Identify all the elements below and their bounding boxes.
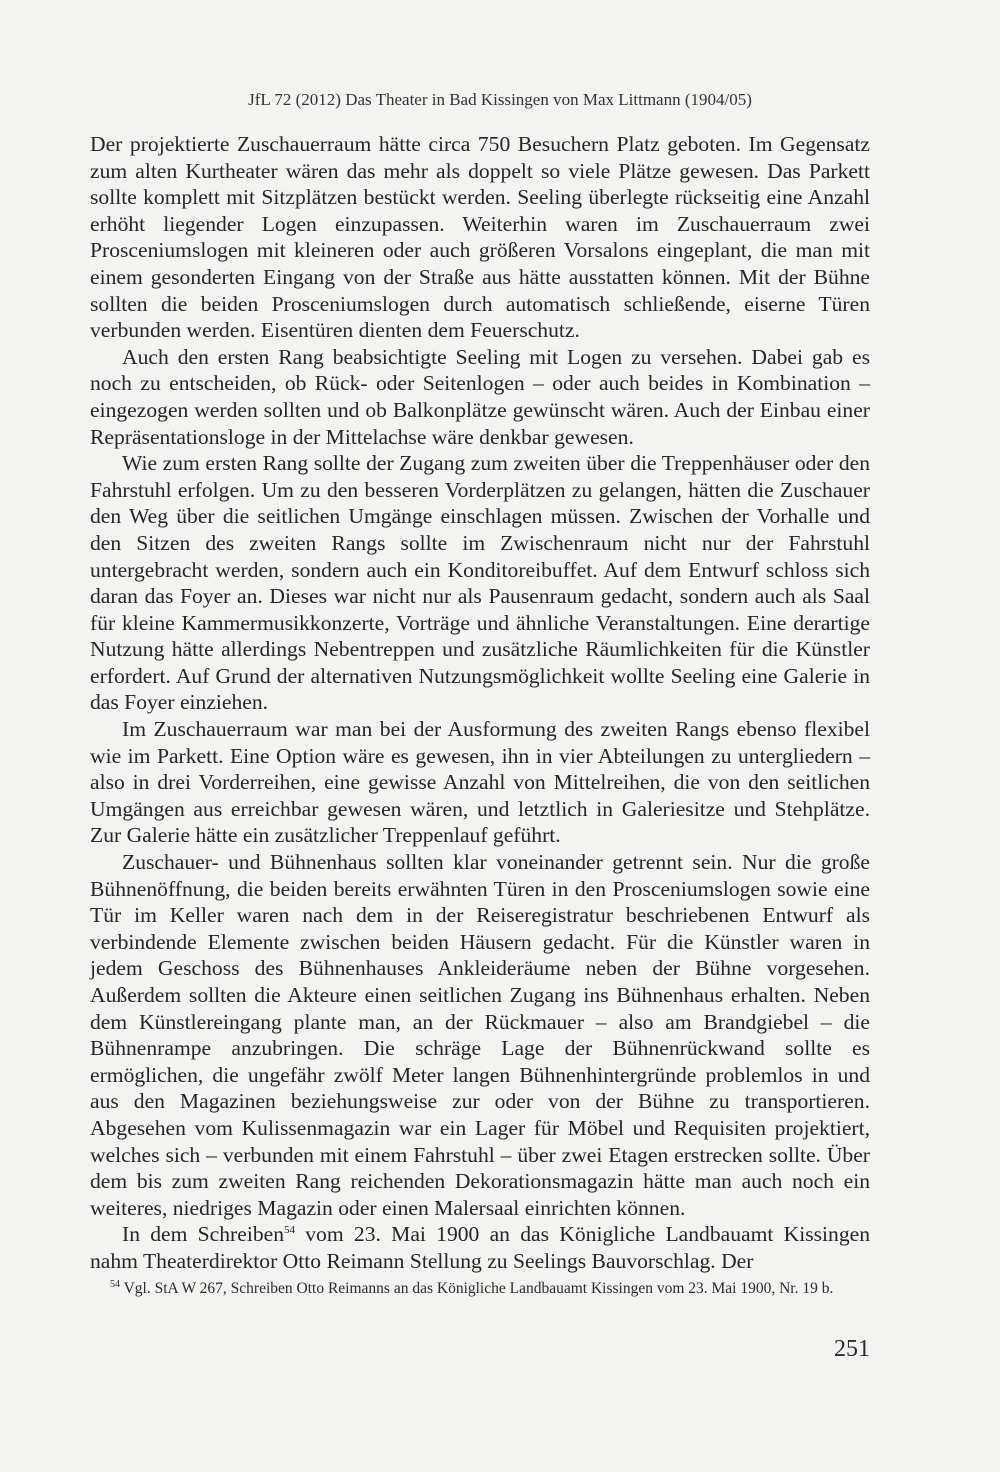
- paragraph-3: Wie zum ersten Rang sollte der Zugang zum zweiten über die Treppenhäuser oder den Fahrstuhl erfolgen. Um zu den besseren Vorderplätzen zu gelangen, hätten die Zuschauer den Weg über die seitlichen Umgänge einschlagen müssen. Zwischen der Vorhalle und den Sitzen des zweiten Rangs sollte im Zwischenraum nicht nur der Fahrstuhl untergebracht werden, sondern auch ein Konditoreibuffet. Auf dem Entwurf schloss sich daran das Foyer an. Dieses war nicht nur als Pausenraum gedacht, sondern auch als Saal für kleine Kammermusikkonzerte, Vorträge und ähnliche Veranstaltungen. Eine derartige Nutzung hätte allerdings Nebentreppen und zusätzliche Räumlichkeiten für die Künstler erfordert. Auf Grund der alternativen Nutzungsmöglichkeit wollte Seeling eine Galerie in das Foyer einziehen.: [90, 451, 870, 715]
- paragraph-6-rest: vom 23. Mai 1900 an das Königliche Landbauamt Kissingen nahm Theaterdirektor Otto Reimann Stellung zu Seelings Bauvorschlag. Der: [90, 1222, 871, 1273]
- paragraph-2: Auch den ersten Rang beabsichtigte Seeling mit Logen zu versehen. Dabei gab es noch zu entscheiden, ob Rück- oder Seitenlogen – oder auch beides in Kombination – eingezogen werden sollten und ob Balkonplätze gewünscht wären. Auch der Einbau einer Repräsentationsloge in der Mittelachse wäre denkbar gewesen.: [90, 344, 870, 449]
- running-header: JfL 72 (2012) Das Theater in Bad Kissingen von Max Littmann (1904/05): [248, 90, 752, 109]
- paragraph-4: Im Zuschauerraum war man bei der Ausformung des zweiten Rangs ebenso flexibel wie im Parkett. Eine Option wäre es gewesen, ihn in vier Abteilungen zu untergliedern – also in drei Vorderreihen, eine gewisse Anzahl von Mittelreihen, die von den seitlichen Umgängen aus erreichbar gewesen wären, und letztlich in Galeriesitze und Stehplätze. Zur Galerie hätte ein zusätzlicher Treppenlauf geführt.: [90, 717, 870, 848]
- footnote-number: 54: [110, 1278, 120, 1290]
- paragraph-6-start: In dem Schreiben: [122, 1222, 285, 1247]
- paragraph-6: [90, 1221, 870, 1274]
- footnote: [90, 1278, 870, 1299]
- footnote-text: Vgl. StA W 267, Schreiben Otto Reimanns an das Königliche Landbauamt Kissingen vom 23. Mai 1900, Nr. 19 b.: [120, 1280, 834, 1297]
- footnote-ref[interactable]: 54: [284, 1224, 296, 1237]
- paragraph-1: Der projektierte Zuschauerraum hätte circa 750 Besuchern Platz geboten. Im Gegensatz zum alten Kurtheater wären das mehr als doppelt so viele Plätze gewesen. Das Parkett sollte komplett mit Sitzplätzen bestückt werden. Seeling überlegte rückseitig eine Anzahl erhöht liegender Logen einzupassen. Weiterhin waren im Zuschauerraum zwei Prosceniumslogen mit kleineren oder auch größeren Vorsalons eingeplant, die man mit einem gesonderten Eingang von der Straße aus hätte ausstatten können. Mit der Bühne sollten die beiden Prosceniumslogen durch automatisch schließende, eiserne Türen verbunden werden. Eisentüren dienten dem Feuerschutz.: [90, 132, 870, 343]
- body-text: [90, 131, 870, 1275]
- paragraph-5: Zuschauer- und Bühnenhaus sollten klar voneinander getrennt sein. Nur die große Bühnenöffnung, die beiden bereits erwähnten Türen in den Prosceniumslogen sowie eine Tür im Keller waren nach dem in der Reiseregistratur beschriebenen Entwurf als verbindende Elemente zwischen beiden Häusern gedacht. Für die Künstler waren in jedem Geschoss des Bühnenhauses Ankleideräume neben der Bühne vorgesehen. Außerdem sollten die Akteure einen seitlichen Zugang ins Bühnenhaus erhalten. Neben dem Künstlereingang plante man, an der Rückmauer – also am Brandgiebel – die Bühnenrampe anzubringen. Die schräge Lage der Bühnenrückwand sollte es ermöglichen, die ungefähr zwölf Meter langen Bühnenhintergründe problemlos in und aus den Magazinen beziehungsweise zur oder von der Bühne zu transportieren. Abgesehen vom Kulissenmagazin war ein Lager für Möbel und Requisiten projektiert, welches sich – verbunden mit einem Fahrstuhl – über zwei Etagen erstrecken sollte. Über dem bis zum zweiten Rang reichenden Dekorationsmagazin hätte man auch noch ein weiteres, niedriges Magazin oder einen Malersaal einrichten können.: [90, 850, 870, 1220]
- page-number: 251: [834, 1336, 870, 1362]
